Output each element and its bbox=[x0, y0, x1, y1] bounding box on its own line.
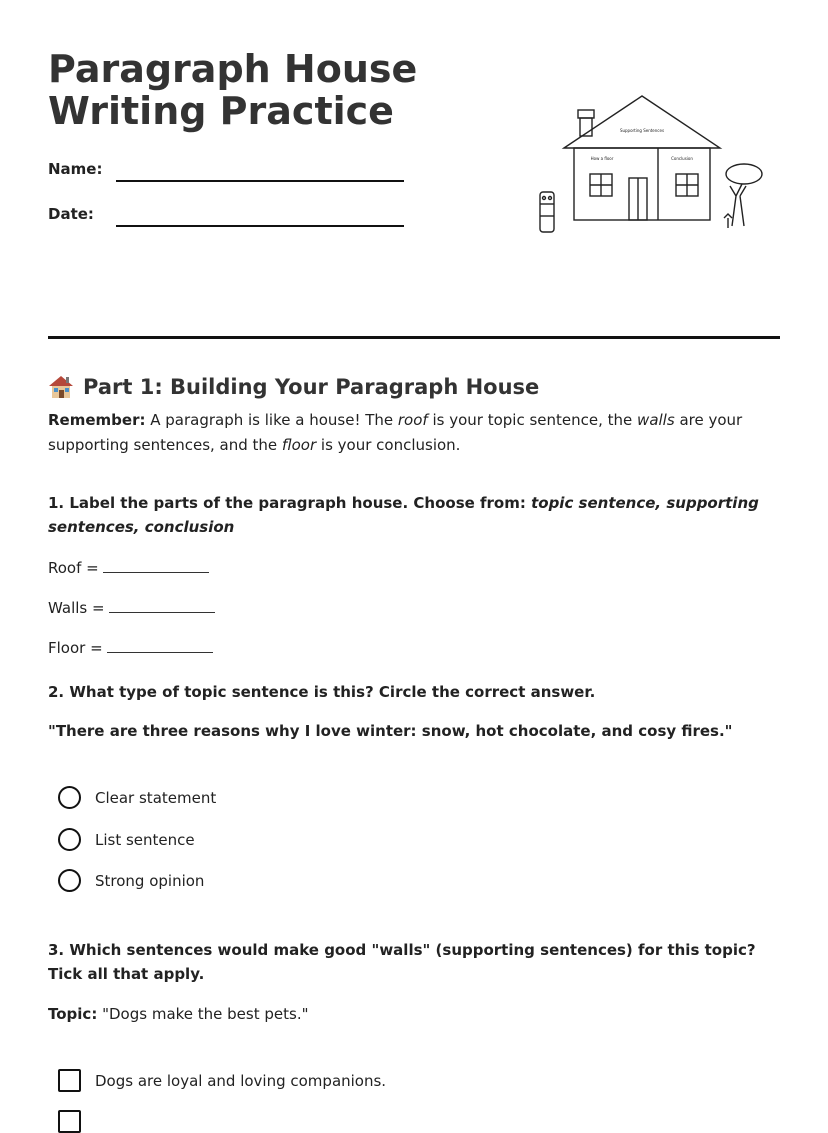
name-label: Name: bbox=[48, 160, 103, 178]
roof-answer-line[interactable] bbox=[103, 558, 209, 573]
remember-text-1: A paragraph is like a house! The bbox=[145, 411, 398, 429]
option-partial-checkbox[interactable] bbox=[58, 1110, 95, 1133]
house-emoji-icon bbox=[48, 374, 74, 400]
option-clear-statement[interactable] bbox=[58, 786, 216, 809]
checkbox[interactable] bbox=[58, 1069, 81, 1092]
radio-circle[interactable] bbox=[58, 786, 81, 809]
option-label: Strong opinion bbox=[95, 871, 205, 890]
radio-circle[interactable] bbox=[58, 828, 81, 851]
checkbox[interactable] bbox=[58, 1110, 81, 1133]
remember-text-2: is your topic sentence, the bbox=[427, 411, 638, 429]
question-1 bbox=[48, 491, 788, 539]
option-label: Clear statement bbox=[95, 788, 217, 807]
remember-text-3: are your supporting sentences, and the bbox=[48, 411, 743, 454]
q1-prompt: 1. Label the parts of the paragraph house. Choose from: bbox=[48, 494, 532, 512]
topic-label: Topic: bbox=[48, 1005, 98, 1023]
roof-blank-label: Roof = bbox=[48, 559, 99, 577]
date-input-line[interactable] bbox=[116, 225, 404, 227]
house-drawing-icon bbox=[536, 94, 768, 236]
title-line-1: Paragraph House bbox=[48, 47, 418, 91]
section-title-text: Part 1: Building Your Paragraph House bbox=[83, 375, 540, 399]
roof-blank bbox=[48, 558, 209, 577]
topic-text: "Dogs make the best pets." bbox=[97, 1005, 309, 1023]
question-2: 2. What type of topic sentence is this? Circle the correct answer. bbox=[48, 683, 596, 701]
date-field bbox=[48, 205, 94, 223]
walls-blank bbox=[48, 598, 215, 617]
floor-blank bbox=[48, 638, 213, 657]
right-wall-label: Conclusion bbox=[671, 156, 693, 161]
title-line-2: Writing Practice bbox=[48, 89, 394, 133]
page-title bbox=[48, 48, 417, 132]
date-label: Date: bbox=[48, 205, 94, 223]
topic-line bbox=[48, 1002, 788, 1027]
question-2-quote: "There are three reasons why I love winter: snow, hot chocolate, and cosy fires." bbox=[48, 722, 733, 740]
divider bbox=[48, 336, 780, 339]
walls-blank-label: Walls = bbox=[48, 599, 105, 617]
floor-blank-label: Floor = bbox=[48, 639, 103, 657]
name-field bbox=[48, 160, 102, 178]
walls-answer-line[interactable] bbox=[109, 598, 215, 613]
name-input-line[interactable] bbox=[116, 180, 404, 182]
section-title bbox=[48, 374, 539, 400]
floor-word: floor bbox=[281, 436, 317, 454]
remember-text-4: is your conclusion. bbox=[316, 436, 461, 454]
floor-answer-line[interactable] bbox=[107, 638, 213, 653]
option-strong-opinion[interactable] bbox=[58, 869, 204, 892]
option-label: Dogs are loyal and loving companions. bbox=[95, 1071, 387, 1090]
roof-word: roof bbox=[397, 411, 428, 429]
remember-paragraph bbox=[48, 408, 788, 458]
option-loyal-companions[interactable] bbox=[58, 1069, 386, 1092]
q1-choices: topic sentence, supporting sentences, conclusion bbox=[48, 494, 759, 536]
remember-label: Remember: bbox=[48, 411, 146, 429]
option-list-sentence[interactable] bbox=[58, 828, 195, 851]
walls-word: walls bbox=[637, 411, 675, 429]
radio-circle[interactable] bbox=[58, 869, 81, 892]
left-wall-label: How a floor bbox=[590, 156, 614, 161]
roof-label: Supporting Sentences bbox=[619, 128, 665, 133]
option-label: List sentence bbox=[95, 830, 195, 849]
question-3: 3. Which sentences would make good "walls" (supporting sentences) for this topic? Tick all that apply. bbox=[48, 941, 756, 983]
